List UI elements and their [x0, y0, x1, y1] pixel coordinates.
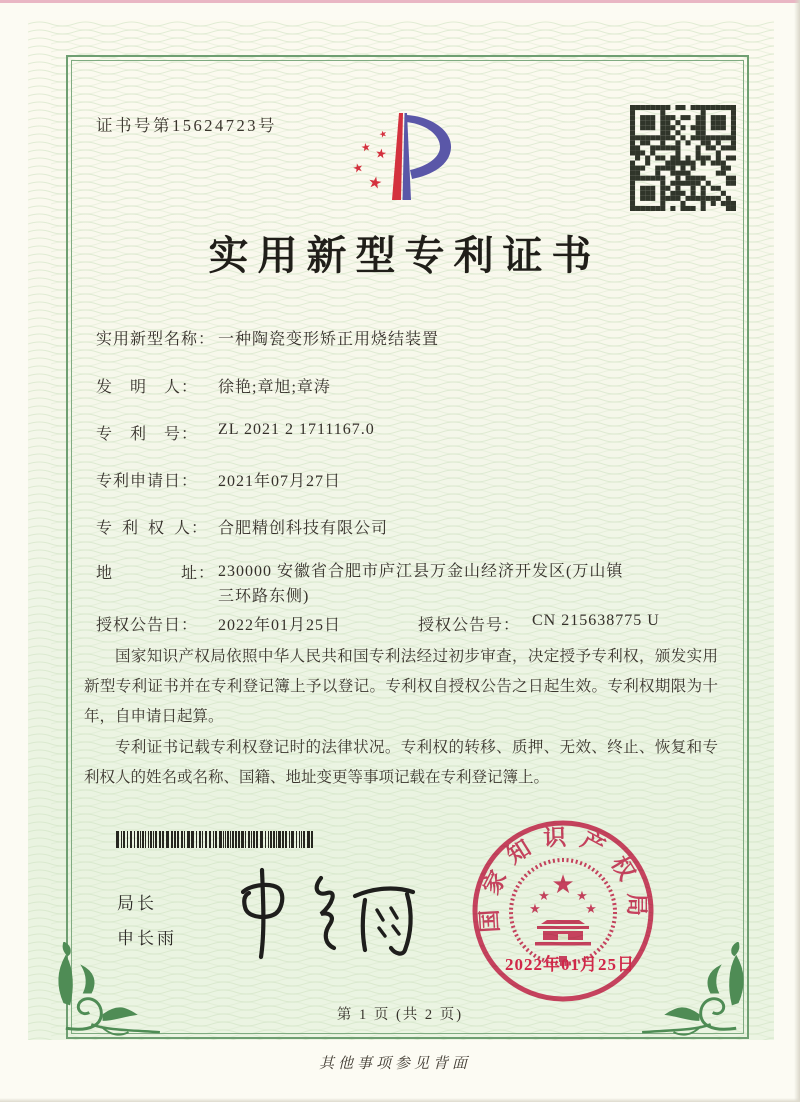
director-signature: [235, 866, 420, 961]
field-value: ZL 2021 2 1711167.0: [218, 421, 375, 438]
corner-flourish-icon: [642, 942, 750, 1040]
field-label: 实用新型名称：: [96, 331, 216, 348]
svg-text:★: ★: [359, 140, 372, 155]
barcode: [116, 831, 316, 848]
cnipa-logo-icon: [330, 108, 470, 208]
seal-date: 2022年01月25日: [505, 955, 635, 974]
field-label: 专利申请日：: [96, 473, 199, 490]
legal-text: [84, 642, 718, 793]
field-value: 230000 安徽省合肥市庐江县万金山经济开发区(万山镇三环路东侧): [218, 563, 624, 605]
scan-edge: [0, 0, 800, 3]
field-row-grant: [96, 612, 660, 635]
field-row-patent-number: [96, 421, 375, 444]
cnipa-official-seal: [470, 818, 656, 1004]
seal-emblem-stars: [529, 870, 597, 917]
legal-paragraph-2: 专利证书记载专利权登记时的法律状况。专利权的转移、质押、无效、终止、恢复和专利权人的姓名或名称、国籍、地址变更等事项记载在专利登记簿上。: [84, 738, 718, 786]
field-label: 专 利 号：: [96, 426, 199, 443]
field-value: 一种陶瓷变形矫正用烧结装置: [218, 331, 440, 348]
corner-flourish-icon: [52, 942, 160, 1040]
svg-text:★: ★: [529, 902, 541, 917]
svg-text:★: ★: [551, 870, 575, 900]
svg-text:★: ★: [538, 889, 550, 904]
field-row-address: [96, 560, 624, 605]
field-label: 授权公告日：: [96, 617, 199, 634]
field-row-name: [96, 326, 440, 349]
field-value: 合肥精创科技有限公司: [218, 520, 389, 537]
back-note: 其他事项参见背面: [318, 1056, 471, 1072]
svg-text:★: ★: [374, 146, 388, 163]
seal-ring-text: 国家知识产权局: [476, 824, 650, 934]
field-value: 2021年07月27日: [218, 473, 342, 490]
svg-text:★: ★: [585, 902, 597, 917]
svg-text:★: ★: [576, 889, 588, 904]
svg-text:★: ★: [351, 159, 365, 177]
qr-code: [630, 105, 736, 211]
field-label: 发 明 人：: [96, 379, 199, 396]
svg-text:★: ★: [377, 128, 389, 141]
svg-text:★: ★: [366, 171, 384, 194]
director-title: 局长: [117, 894, 157, 913]
field-row-patentee: [96, 515, 389, 538]
director-name: 申长雨: [117, 929, 177, 948]
scan-edge: [0, 1098, 800, 1102]
certificate-number: 证书号第15624723号: [96, 116, 277, 135]
field-value: 2022年01月25日: [218, 617, 342, 634]
field-row-inventors: [96, 374, 331, 397]
field-value: CN 215638775 U: [532, 612, 660, 629]
scan-edge: [794, 0, 800, 1102]
field-value: 徐艳;章旭;章涛: [218, 379, 331, 396]
field-row-filing-date: [96, 468, 342, 491]
certificate-title: 实用新型专利证书: [208, 233, 601, 278]
legal-paragraph-1: 国家知识产权局依照中华人民共和国专利法经过初步审查，决定授予专利权，颁发实用新型专利证书并在专利登记簿上予以登记。专利权自授权公告之日起生效。专利权期限为十年，自申请日起算。: [84, 648, 718, 726]
field-label: 地 址：: [96, 565, 216, 582]
field-label: 专 利 权 人：: [96, 520, 209, 537]
field-label: 授权公告号：: [418, 617, 521, 634]
page-number: 第 1 页 (共 2 页): [336, 1007, 464, 1023]
